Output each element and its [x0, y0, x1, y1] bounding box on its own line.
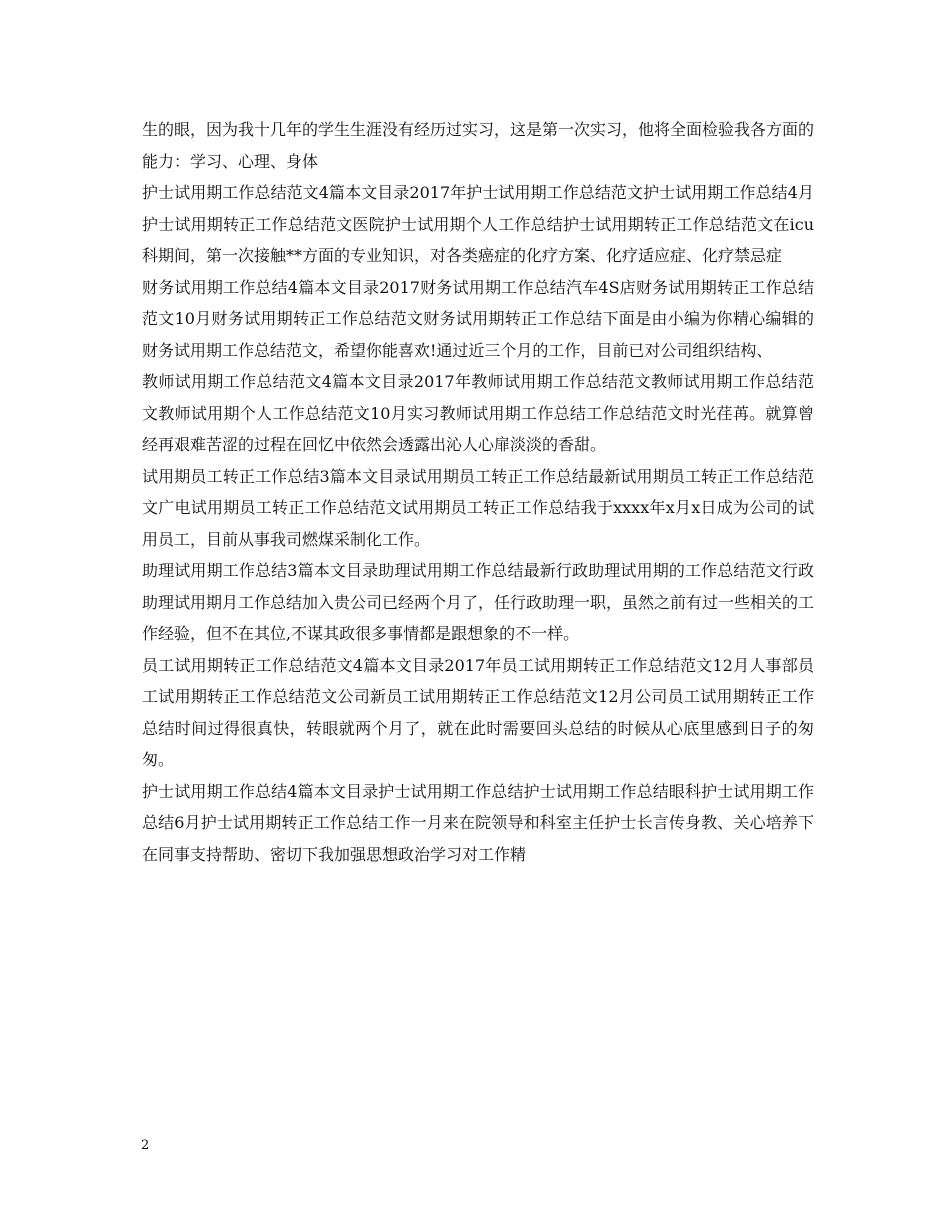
paragraph-6: 助理试用期工作总结3篇本文目录助理试用期工作总结最新行政助理试用期的工作总结范文行政助理试用期月工作总结加入贵公司已经两个月了，任行政助理一职，虽然之前有过一些相关的工作经验，但不在其位,不谋其政很多事情都是跟想象的不一样。: [142, 561, 815, 643]
paragraph-7: 员工试用期转正工作总结范文4篇本文目录2017年员工试用期转正工作总结范文12月人事部员工试用期转正工作总结范文公司新员工试用期转正工作总结范文12月公司员工试用期转正工作总结时间过得很真快，转眼就两个月了，就在此时需要回头总结的时候从心底里感到日子的匆匆。: [142, 655, 814, 769]
paragraph-4: 教师试用期工作总结范文4篇本文目录2017年教师试用期工作总结范文教师试用期工作总结范文教师试用期个人工作总结范文10月实习教师试用期工作总结工作总结范文时光荏苒。就算曾经再艰难苦涩的过程在回忆中依然会透露出沁人心扉淡淡的香甜。: [142, 372, 814, 454]
paragraph-8: 护士试用期工作总结4篇本文目录护士试用期工作总结护士试用期工作总结眼科护士试用期工作总结6月护士试用期转正工作总结工作一月来在院领导和科室主任护士长言传身教、关心培养下在同事支持帮助、密切下我加强思想政治学习对工作精: [142, 781, 814, 864]
page-number: 2: [141, 1138, 150, 1153]
paragraph-1: 生的眼，因为我十几年的学生生涯没有经历过实习，这是第一次实习，他将全面检验我各方面的能力：学习、心理、身体: [142, 120, 815, 171]
paragraph-2: 护士试用期工作总结范文4篇本文目录2017年护士试用期工作总结范文护士试用期工作总结4月护士试用期转正工作总结范文医院护士试用期个人工作总结护士试用期转正工作总结范文在icu科期间，第一次接触**方面的专业知识，对各类癌症的化疗方案、化疗适应症、化疗禁忌症: [142, 183, 814, 265]
body-text: [142, 114, 814, 870]
paragraph-5: 试用期员工转正工作总结3篇本文目录试用期员工转正工作总结最新试用期员工转正工作总结范文广电试用期员工转正工作总结范文试用期员工转正工作总结我于xxxx年x月x日成为公司的试用员工，目前从事我司燃煤采制化工作。: [142, 466, 814, 549]
paragraph-3: 财务试用期工作总结4篇本文目录2017财务试用期工作总结汽车4S店财务试用期转正工作总结范文10月财务试用期转正工作总结范文财务试用期转正工作总结下面是由小编为你精心编辑的财务试用期工作总结范文，希望你能喜欢!通过近三个月的工作，目前已对公司组织结构、: [142, 277, 814, 360]
